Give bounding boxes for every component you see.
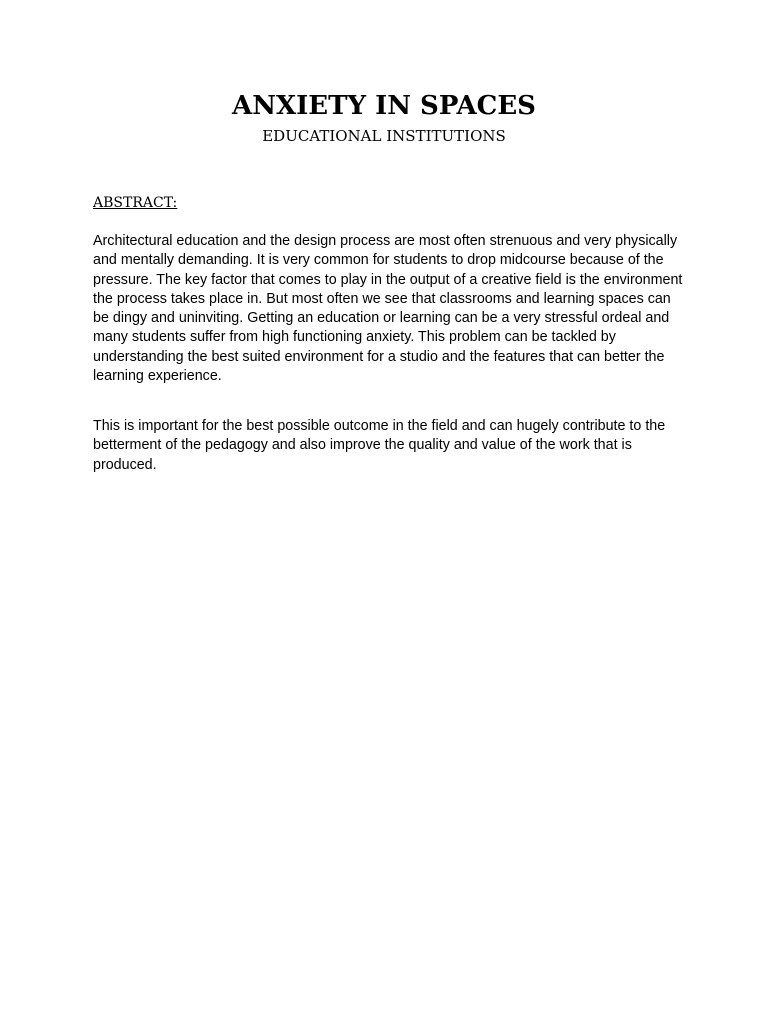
abstract-heading: ABSTRACT: xyxy=(93,195,178,211)
abstract-paragraph-1: Architectural education and the design process are most often strenuous and very physically and mentally demanding. It is very common for students to drop midcourse because of the pressure. The key factor that comes to play in the output of a creative field is the environment the process takes place in. But most often we see that classrooms and learning spaces can be dingy and uninviting. Getting an education or learning can be a very stressful ordeal and many students suffer from high functioning anxiety. This problem can be tackled by understanding the best suited environment for a studio and the features that can better the learning experience. xyxy=(93,233,683,385)
abstract-paragraph-2: This is important for the best possible outcome in the field and can hugely contribute to the betterment of the pedagogy and also improve the quality and value of the work that is produced. xyxy=(93,418,666,473)
document-subtitle: EDUCATIONAL INSTITUTIONS xyxy=(262,127,506,145)
document-title: ANXIETY IN SPACES xyxy=(232,91,536,121)
